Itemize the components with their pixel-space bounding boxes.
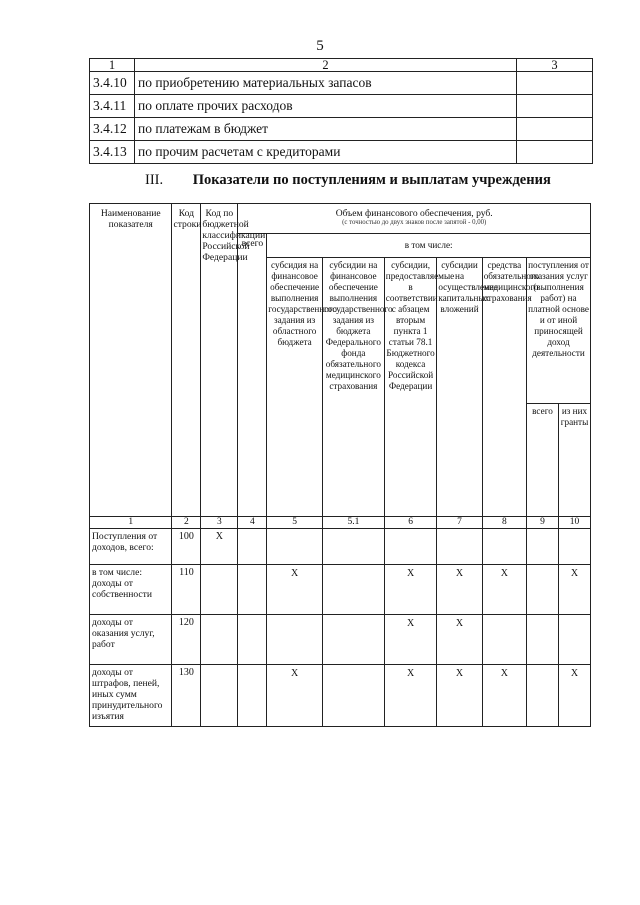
header-funding-volume: [238, 204, 591, 234]
header-budget-code: Код по бюджетной классификации Российской Федерации: [201, 204, 238, 517]
cell-capital: X: [437, 615, 482, 665]
table-row: [90, 141, 593, 164]
header-capital-investment: субсидии на осуществление капитальных вложений: [437, 258, 482, 517]
column-number: 5.1: [322, 517, 384, 529]
table-row: [90, 118, 593, 141]
table-row: [90, 529, 591, 565]
cell-paid-total: [527, 529, 559, 565]
header-paid-services: поступления от оказания услуг (выполнения работ) на платной основе и от иной приносящей доход деятельности: [527, 258, 591, 404]
cell-subsidy-regional: X: [267, 665, 323, 727]
cell-subsidy-regional: [267, 615, 323, 665]
header-oms-funds: средства обязательного медицинского страхования: [482, 258, 526, 517]
column-number: 2: [135, 59, 517, 72]
funding-volume-title: Объем финансового обеспечения, руб.: [335, 208, 493, 219]
column-number: 3: [201, 517, 238, 529]
row-budget-code: [201, 565, 238, 615]
row-name: Поступления от доходов, всего:: [90, 529, 172, 565]
column-number: 8: [482, 517, 526, 529]
header-line-code: Код строки: [172, 204, 201, 517]
row-value: [517, 72, 593, 95]
cell-oms: X: [482, 665, 526, 727]
cell-paid-grants: X: [558, 565, 590, 615]
cell-total: [238, 615, 267, 665]
header-subsidy-ffoms: субсидии на финансовое обеспечение выполнения государственного задания из бюджета Федерального фонда обязательного медицинского страхования: [322, 258, 384, 517]
cell-paid-total: [527, 665, 559, 727]
column-number: 3: [517, 59, 593, 72]
cell-oms: [482, 615, 526, 665]
cell-subsidy-ffoms: [322, 529, 384, 565]
table-row: [90, 565, 591, 615]
cell-subsidy-ffoms: [322, 665, 384, 727]
cell-capital: [437, 529, 482, 565]
cell-paid-total: [527, 615, 559, 665]
column-number: 4: [238, 517, 267, 529]
cell-oms: X: [482, 565, 526, 615]
column-number: 1: [90, 59, 135, 72]
row-name: в том числе: доходы от собственности: [90, 565, 172, 615]
row-budget-code: X: [201, 529, 238, 565]
cell-subsidy-78-1: X: [384, 615, 437, 665]
table-row: [90, 95, 593, 118]
row-code: 3.4.12: [90, 118, 135, 141]
column-number: 6: [384, 517, 437, 529]
row-code: 130: [172, 665, 201, 727]
cell-total: [238, 665, 267, 727]
funding-volume-note: (с точностью до двух знаков после запятой - 0,00): [342, 219, 487, 226]
row-name: по приобретению материальных запасов: [135, 72, 517, 95]
header-subsidy-regional: субсидия на финансовое обеспечение выполнения государственного задания из областного бюджета: [267, 258, 323, 517]
cell-total: [238, 565, 267, 615]
column-number: 5: [267, 517, 323, 529]
cell-subsidy-78-1: X: [384, 665, 437, 727]
section-number: III.: [145, 172, 164, 188]
column-number: 2: [172, 517, 201, 529]
cell-capital: X: [437, 665, 482, 727]
section-title: Показатели по поступлениям и выплатам учреждения: [192, 172, 551, 188]
row-code: 120: [172, 615, 201, 665]
header-including: в том числе:: [267, 234, 591, 258]
header-name: Наименование показателя: [90, 204, 172, 517]
row-code: 3.4.10: [90, 72, 135, 95]
table-row: [90, 665, 591, 727]
continuation-table-header-row: [90, 59, 593, 72]
column-numbers-row: [90, 517, 591, 529]
header-paid-total: всего: [527, 404, 559, 517]
row-code: 110: [172, 565, 201, 615]
cell-capital: X: [437, 565, 482, 615]
row-budget-code: [201, 665, 238, 727]
row-name: по прочим расчетам с кредиторами: [135, 141, 517, 164]
header-paid-grants: из них гранты: [558, 404, 590, 517]
continuation-table: [89, 58, 593, 164]
cell-paid-total: [527, 565, 559, 615]
column-number: 7: [437, 517, 482, 529]
header-total: всего: [238, 234, 267, 517]
row-name: по оплате прочих расходов: [135, 95, 517, 118]
row-value: [517, 118, 593, 141]
cell-subsidy-78-1: X: [384, 565, 437, 615]
cell-paid-grants: [558, 615, 590, 665]
receipts-payments-table: [89, 203, 591, 727]
section-heading: [145, 172, 551, 189]
column-number: 1: [90, 517, 172, 529]
row-code: 3.4.13: [90, 141, 135, 164]
row-budget-code: [201, 615, 238, 665]
cell-subsidy-regional: [267, 529, 323, 565]
row-name: доходы от оказания услуг, работ: [90, 615, 172, 665]
cell-subsidy-78-1: [384, 529, 437, 565]
row-value: [517, 95, 593, 118]
cell-oms: [482, 529, 526, 565]
cell-paid-grants: X: [558, 665, 590, 727]
cell-subsidy-regional: X: [267, 565, 323, 615]
cell-total: [238, 529, 267, 565]
column-number: 9: [527, 517, 559, 529]
cell-subsidy-ffoms: [322, 565, 384, 615]
table-row: [90, 72, 593, 95]
row-name: доходы от штрафов, пеней, иных сумм принудительного изъятия: [90, 665, 172, 727]
cell-paid-grants: [558, 529, 590, 565]
column-number: 10: [558, 517, 590, 529]
page-number: 5: [316, 38, 324, 54]
row-code: 3.4.11: [90, 95, 135, 118]
row-value: [517, 141, 593, 164]
header-subsidy-78-1: субсидии, предоставляемые в соответствии с абзацем вторым пункта 1 статьи 78.1 Бюджетного кодекса Российской Федерации: [384, 258, 437, 517]
cell-subsidy-ffoms: [322, 615, 384, 665]
table-row: [90, 615, 591, 665]
row-code: 100: [172, 529, 201, 565]
row-name: по платежам в бюджет: [135, 118, 517, 141]
header-row: [90, 204, 591, 234]
